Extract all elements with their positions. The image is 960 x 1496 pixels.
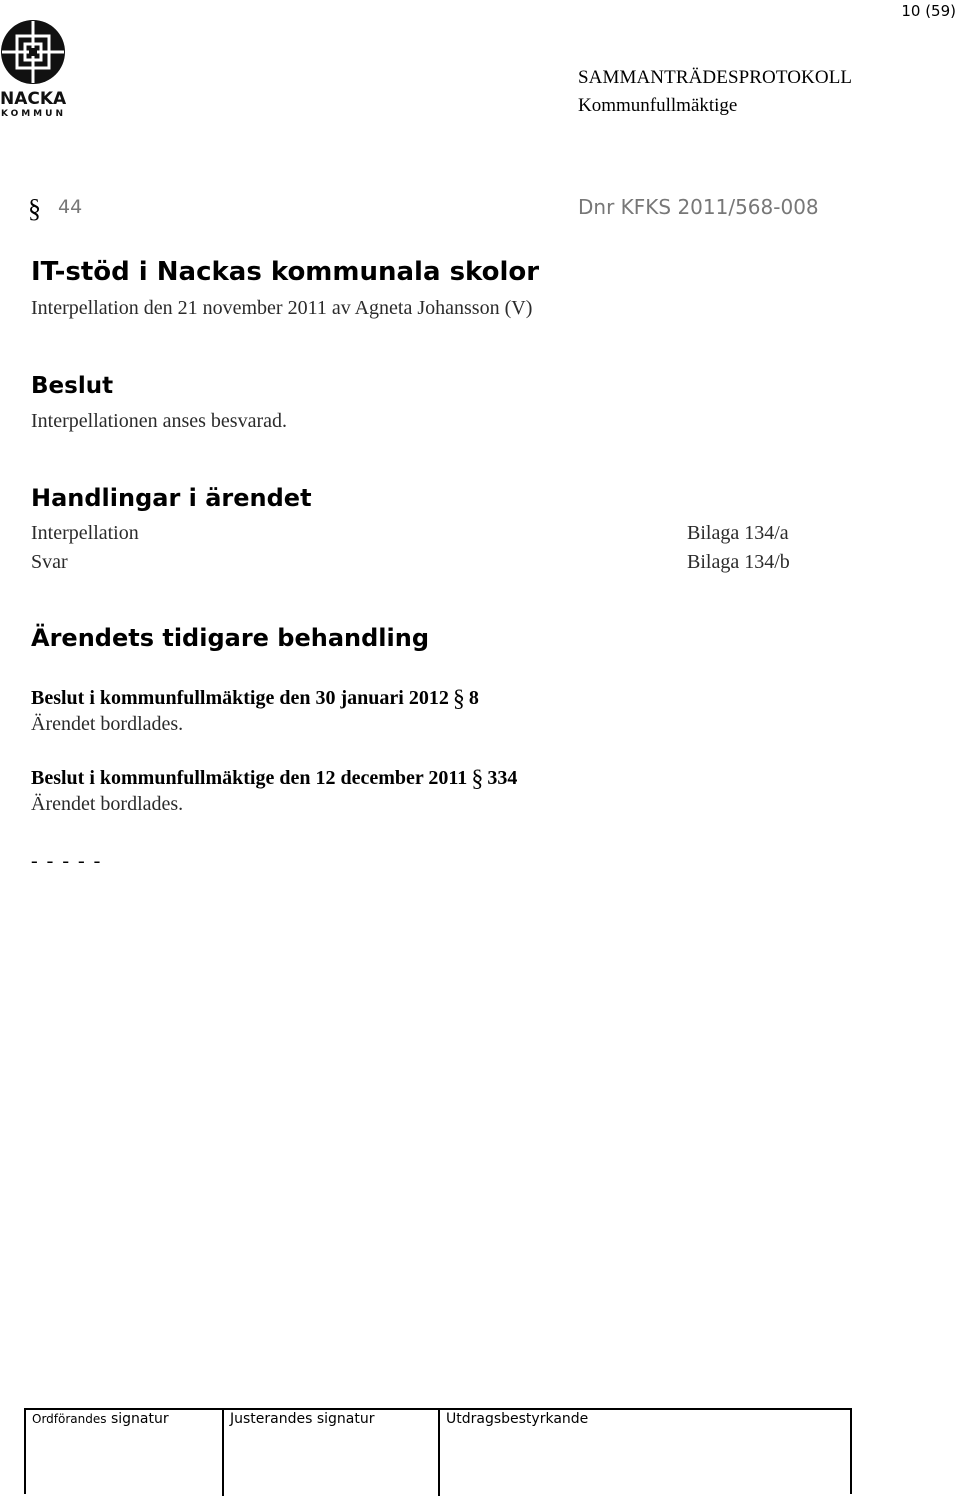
- protocol-subtitle: Kommunfullmäktige: [578, 95, 738, 116]
- chair-signature-suffix: signatur: [110, 1411, 169, 1427]
- certified-extract-cell: [440, 1410, 850, 1496]
- adjuster-signature-cell: [224, 1410, 440, 1496]
- svg-text:KOMMUN: KOMMUN: [1, 109, 66, 118]
- adjuster-signature-label: Justerandes signatur: [230, 1411, 375, 1427]
- history-entry-title: [31, 684, 479, 711]
- history-paragraph-number: 8: [468, 687, 479, 709]
- section-sign: §: [28, 194, 41, 223]
- signature-table: [24, 1408, 852, 1494]
- page-number: 10 (59): [901, 2, 956, 20]
- decision-heading: Beslut: [31, 373, 114, 399]
- protocol-title: SAMMANTRÄDESPROTOKOLL: [578, 67, 853, 88]
- certified-extract-label: Utdragsbestyrkande: [446, 1411, 589, 1427]
- history-entry-title: [31, 764, 517, 791]
- document-label: Interpellation: [31, 522, 139, 544]
- end-marker: - - - - -: [31, 850, 103, 872]
- nacka-emblem-icon: [0, 18, 72, 118]
- history-entry-text: Beslut i kommunfullmäktige den 30 januari 2012: [31, 687, 449, 709]
- page-title: IT-stöd i Nackas kommunala skolor: [31, 257, 540, 287]
- decision-text: Interpellationen anses besvarad.: [31, 410, 288, 432]
- history-section-sign: §: [452, 686, 465, 712]
- svg-text:NACKA: NACKA: [0, 89, 67, 109]
- history-section-sign: §: [471, 766, 484, 792]
- history-paragraph-number: 334: [487, 767, 518, 789]
- chair-signature-prefix: Ordförandes: [32, 1412, 107, 1426]
- chair-signature-cell: [26, 1410, 224, 1496]
- history-heading: Ärendets tidigare behandling: [31, 624, 430, 652]
- page-subtitle: Interpellation den 21 november 2011 av Agneta Johansson (V): [31, 297, 533, 319]
- nacka-kommun-logo: [0, 18, 72, 118]
- diary-number: Dnr KFKS 2011/568-008: [578, 195, 819, 219]
- history-entry-outcome: Ärendet bordlades.: [31, 713, 184, 735]
- document-reference: Bilaga 134/b: [687, 551, 790, 573]
- documents-heading: Handlingar i ärendet: [31, 484, 312, 512]
- history-entry-text: Beslut i kommunfullmäktige den 12 december 2011: [31, 767, 468, 789]
- document-label: Svar: [31, 551, 68, 573]
- history-entry-outcome: Ärendet bordlades.: [31, 793, 184, 815]
- section-number: 44: [58, 196, 83, 218]
- document-reference: Bilaga 134/a: [687, 522, 789, 544]
